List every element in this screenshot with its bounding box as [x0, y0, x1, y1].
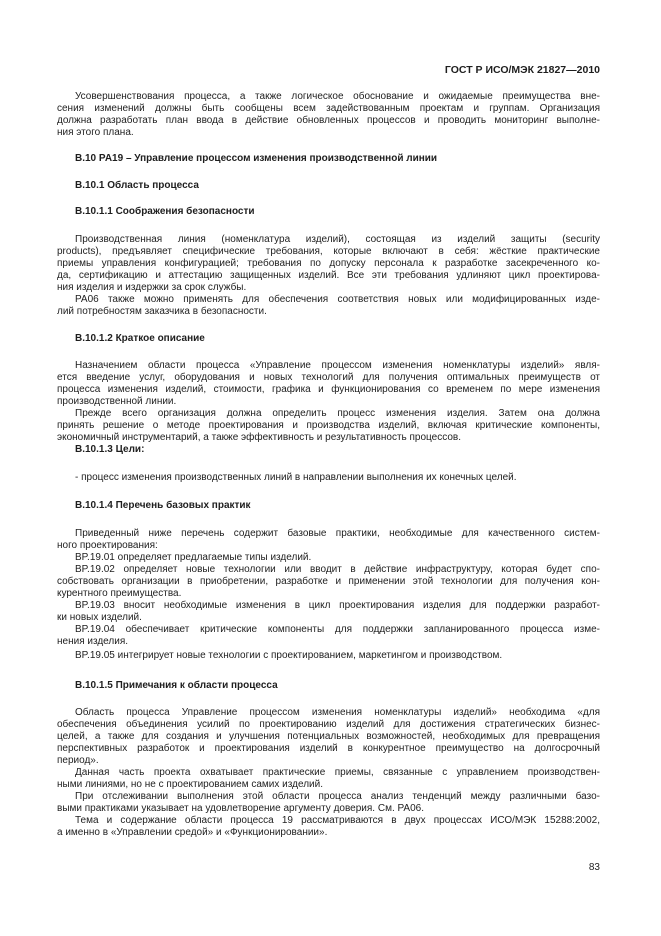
paragraph — [57, 528, 600, 552]
paragraph — [57, 624, 600, 648]
paragraph-line: сения изменений должны быть сообщены всем задействованным проектам и группам. Организация — [57, 103, 600, 114]
paragraph — [57, 91, 600, 139]
paragraph-line: ного проектирования: — [57, 540, 158, 551]
paragraph — [57, 234, 600, 294]
paragraph-line: Назначением области процесса «Управление процессом изменения номенклатуры изделий» явля- — [75, 360, 600, 371]
paragraph-line: собствовать организации в приобретении, разработке и применении этой технологии для получения кон- — [57, 576, 600, 587]
paragraph-line: процесса изменения изделий, стоимости, графика и функционирования со временем по мере изменения — [57, 384, 600, 395]
paragraph — [57, 791, 600, 815]
paragraph-line: выми практиками указывает на удовлетворение аргументу доверия. См. PA06. — [57, 803, 424, 814]
paragraph-line: лий потребностям заказчика в безопасности. — [57, 306, 267, 317]
paragraph-line: При отслеживании выполнения этой области процесса анализ тенденций между различными базо- — [75, 791, 600, 802]
paragraph-line: ки новых изделий. — [57, 612, 142, 623]
paragraph — [57, 564, 600, 600]
paragraph-line: Усовершенствования процесса, а также логическое обоснование и ожидаемые преимущества вне- — [75, 91, 600, 102]
paragraph-line: ния этого плана. — [57, 127, 134, 138]
paragraph-line: курентного преимущества. — [57, 588, 182, 599]
section-heading: В.10.1.1 Соображения безопасности — [75, 206, 255, 217]
paragraph-line: целей, а также для создания и улучшения потенциальных возможностей, необходимых для превращения — [57, 731, 600, 742]
paragraph-line: да, сертификацию и аттестацию защищенных изделий. Все эти требования удлиняют цикл проектирова- — [57, 270, 600, 281]
paragraph-line: BP.19.03 вносит необходимые изменения в цикл проектирования изделия для поддержки разработ- — [75, 600, 600, 611]
paragraph-line: ными линиями, но не с проектированием самих изделий. — [57, 779, 323, 790]
paragraph-line: ния изделия и издержки за срок службы. — [57, 282, 247, 293]
paragraph-line: Приведенный ниже перечень содержит базовые практики, необходимые для качественного систем- — [75, 528, 600, 539]
page-number: 83 — [588, 862, 600, 873]
paragraph-line: BP.19.02 определяет новые технологии или вводит в действие инфраструктуру, которая будет спо- — [75, 564, 600, 575]
paragraph-line: Данная часть проекта охватывает практические приемы, связанные с управлением производствен- — [75, 767, 600, 778]
paragraph — [57, 408, 600, 444]
section-heading: В.10.1.5 Примечания к области процесса — [75, 680, 278, 691]
paragraph-line: Тема и содержание области процесса 19 рассматриваются в двух процессах ИСО/МЭК 15288:2002, — [75, 815, 600, 826]
list-item: - процесс изменения производственных линий в направлении выполнения их конечных целей. — [75, 472, 517, 483]
paragraph-line: период». — [57, 755, 99, 766]
paragraph-line: обеспечения объединения усилий по проектированию изделий для достижения стратегических бизнес- — [57, 719, 600, 730]
document-header: ГОСТ Р ИСО/МЭК 21827—2010 — [444, 64, 600, 76]
paragraph — [57, 650, 600, 662]
paragraph — [57, 294, 600, 318]
paragraph-line: Прежде всего организация должна определить процесс изменения изделия. Затем она должна — [75, 408, 600, 419]
paragraph-line: Производственная линия (номенклатура изделий), состоящая из изделий защиты (security — [75, 234, 600, 245]
section-heading: В.10 PA19 – Управление процессом изменения производственной линии — [75, 153, 438, 164]
paragraph-line: BP.19.04 обеспечивает критические компоненты для поддержки запланированного процесса изме- — [75, 624, 600, 635]
section-heading: В.10.1.3 Цели: — [75, 444, 145, 455]
paragraph-line: производственной линии. — [57, 396, 177, 407]
paragraph-line: принять решение о методе проектирования и производства изделий, включая критические компоненты, — [57, 420, 600, 431]
section-heading: В.10.1.4 Перечень базовых практик — [75, 500, 251, 511]
paragraph-line: а именно в «Управлении средой» и «Функционировании». — [57, 827, 328, 838]
paragraph-line: Область процесса Управление процессом изменения номенклатуры изделий» необходима «для — [75, 707, 600, 718]
paragraph — [57, 707, 600, 767]
paragraph — [57, 552, 600, 564]
paragraph — [57, 767, 600, 791]
paragraph-line: перспективных разработок и проектирования изделий в конкурентное преимущество на долгосрочный — [57, 743, 600, 754]
paragraph-line: экономичный инструментарий, а также эффективность и результативность процессов. — [57, 432, 461, 443]
section-heading: В.10.1 Область процесса — [75, 180, 199, 191]
section-heading: В.10.1.2 Краткое описание — [75, 333, 205, 344]
paragraph-line: BP.19.01 определяет предлагаемые типы изделий. — [75, 552, 312, 563]
paragraph-line: products), предъявляет специфические требования, которые включают в себя: жёсткие практические — [57, 246, 600, 257]
paragraph-line: BP.19.05 интегрирует новые технологии с проектированием, маркетингом и производством. — [75, 650, 503, 661]
paragraph — [57, 360, 600, 408]
paragraph-line: приемы управления конфигурацией; требования по допуску персонала к разработке засекреченного ко- — [57, 258, 600, 269]
paragraph — [57, 815, 600, 839]
paragraph-line: ется введение услуг, оборудования и новых технологий для получения оптимальных преимуществ от — [57, 372, 600, 383]
paragraph-line: нения изделия. — [57, 636, 129, 647]
paragraph-line: PA06 также можно применять для обеспечения соответствия новых или модифицированных изде- — [75, 294, 600, 305]
paragraph — [57, 600, 600, 624]
paragraph-line: должна разработать план ввода в действие обновленных процессов и проводить мониторинг выполне- — [57, 115, 600, 126]
